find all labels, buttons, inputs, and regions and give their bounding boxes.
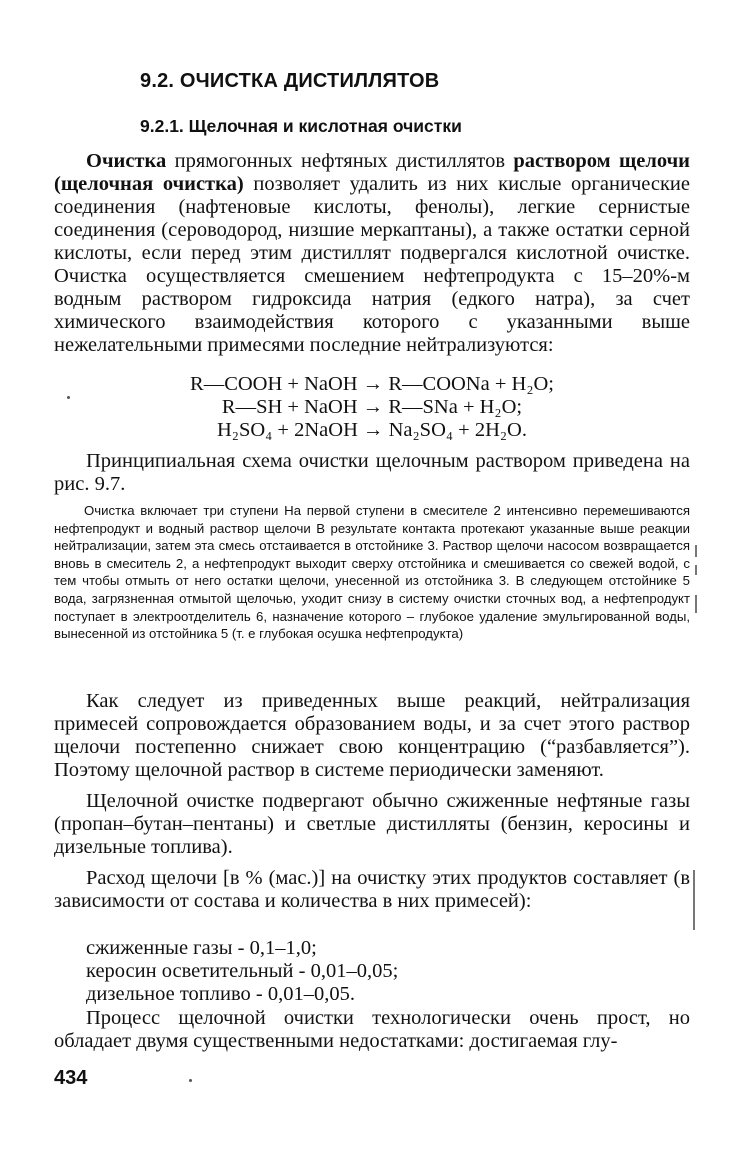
- paragraph-1-part-1: прямогонных нефтяных дистиллятов: [166, 150, 514, 172]
- scan-speck: [189, 1079, 192, 1082]
- paragraphs-3-6: [54, 690, 690, 913]
- paragraph-2: [54, 450, 690, 496]
- paragraph-4: Щелочной очистке подвергают обычно сжиженные нефтяные газы (пропан–бутан–пентаны) и светлые дистилляты (бензин, керосины и дизельные топлива).: [54, 790, 690, 858]
- paragraph-1: [54, 150, 690, 357]
- equation-3: H₂SO₄ + 2NaOH → Na₂SO₄ + 2H₂O.: [217, 419, 527, 441]
- scan-speck: [67, 396, 70, 399]
- paragraph-6: [54, 1007, 690, 1053]
- equation-2: R—SH + NaOH → R—SNa + H₂O;: [221, 396, 523, 418]
- paragraph-2-text: Принципиальная схема очистки щелочным раствором приведена на рис. 9.7.: [54, 450, 690, 495]
- term-cleaning: Очистка: [86, 150, 167, 172]
- equation-1: R—COOH + NaOH → R—COONa + H₂O;: [190, 373, 554, 395]
- paragraph-3: Как следует из приведенных выше реакций, нейтрализация примесей сопровождается образованием воды, и за счет этого раствор щелочи постепенно снижает свою концентрацию (“разбавляется”). Поэтому щелочной раствор в системе периодически заменяют.: [54, 690, 690, 781]
- margin-mark: [695, 545, 697, 557]
- paragraph-5: Расход щелочи [в % (мас.)] на очистку этих продуктов составляет (в зависимости от состава и количества в них примесей):: [54, 867, 690, 912]
- paragraph-1-text: [54, 150, 690, 357]
- page-number: 434: [54, 1067, 88, 1089]
- consumption-list: [86, 937, 686, 1006]
- margin-mark: [695, 565, 697, 575]
- list-item: керосин осветительный - 0,01–0,05;: [86, 960, 399, 982]
- paragraph-1-part-2: позволяет удалить из них кислые органические соединения (нафтеновые кислоты, фенолы), легкие сернистые соединения (сероводород, низшие меркаптаны), а также остатки серной кислоты, если перед этим дистиллят подвергался кислотной очистке. Очистка осуществляется смешением нефтепродукта с 15–20%-м водным раствором гидроксида натрия (едкого натра), за счет химического взаимодействия которого с указанными выше нежелательными примесями последние нейтрализуются:: [54, 173, 690, 356]
- margin-mark: [693, 870, 695, 930]
- section-heading: 9.2. ОЧИСТКА ДИСТИЛЛЯТОВ: [140, 70, 440, 92]
- figure-caption: Очистка включает три ступени На первой ступени в смесителе 2 интенсивно перемешиваются нефтепродукт и водный раствор щелочи В результате контакта протекают указанные выше реакции нейтрализации, затем эта смесь отстаивается в отстойнике 3. Раствор щелочи насосом возвращается вновь в смеситель 2, а нефтепродукт выходит сверху отстойника и смешивается со свежей водой, с тем чтобы отмыть от него остатки щелочи, унесенной из отстойника 3. В следующем отстойнике 5 вода, загрязненная отмытой щелочью, уходит снизу в систему очистки сточных вод, а нефтепродукт поступает в электроотделитель 6, назначение которого – глубокое удаление эмульгированной воды, вынесенной из отстойника 5 (т. е глубокая осушка нефтепродукта): [54, 503, 690, 642]
- margin-mark: [695, 595, 697, 613]
- list-item: сжиженные газы - 0,1–1,0;: [86, 937, 317, 959]
- subsection-heading: 9.2.1. Щелочная и кислотная очистки: [140, 116, 462, 136]
- list-item: дизельное топливо - 0,01–0,05.: [86, 983, 355, 1005]
- reaction-equations: [54, 373, 690, 442]
- paragraph-6-text: Процесс щелочной очистки технологически очень прост, но обладает двумя существенными недостатками: достигаемая глу-: [54, 1007, 690, 1052]
- term-alkali-solution: раствором щелочи (щелочная очистка): [54, 150, 690, 195]
